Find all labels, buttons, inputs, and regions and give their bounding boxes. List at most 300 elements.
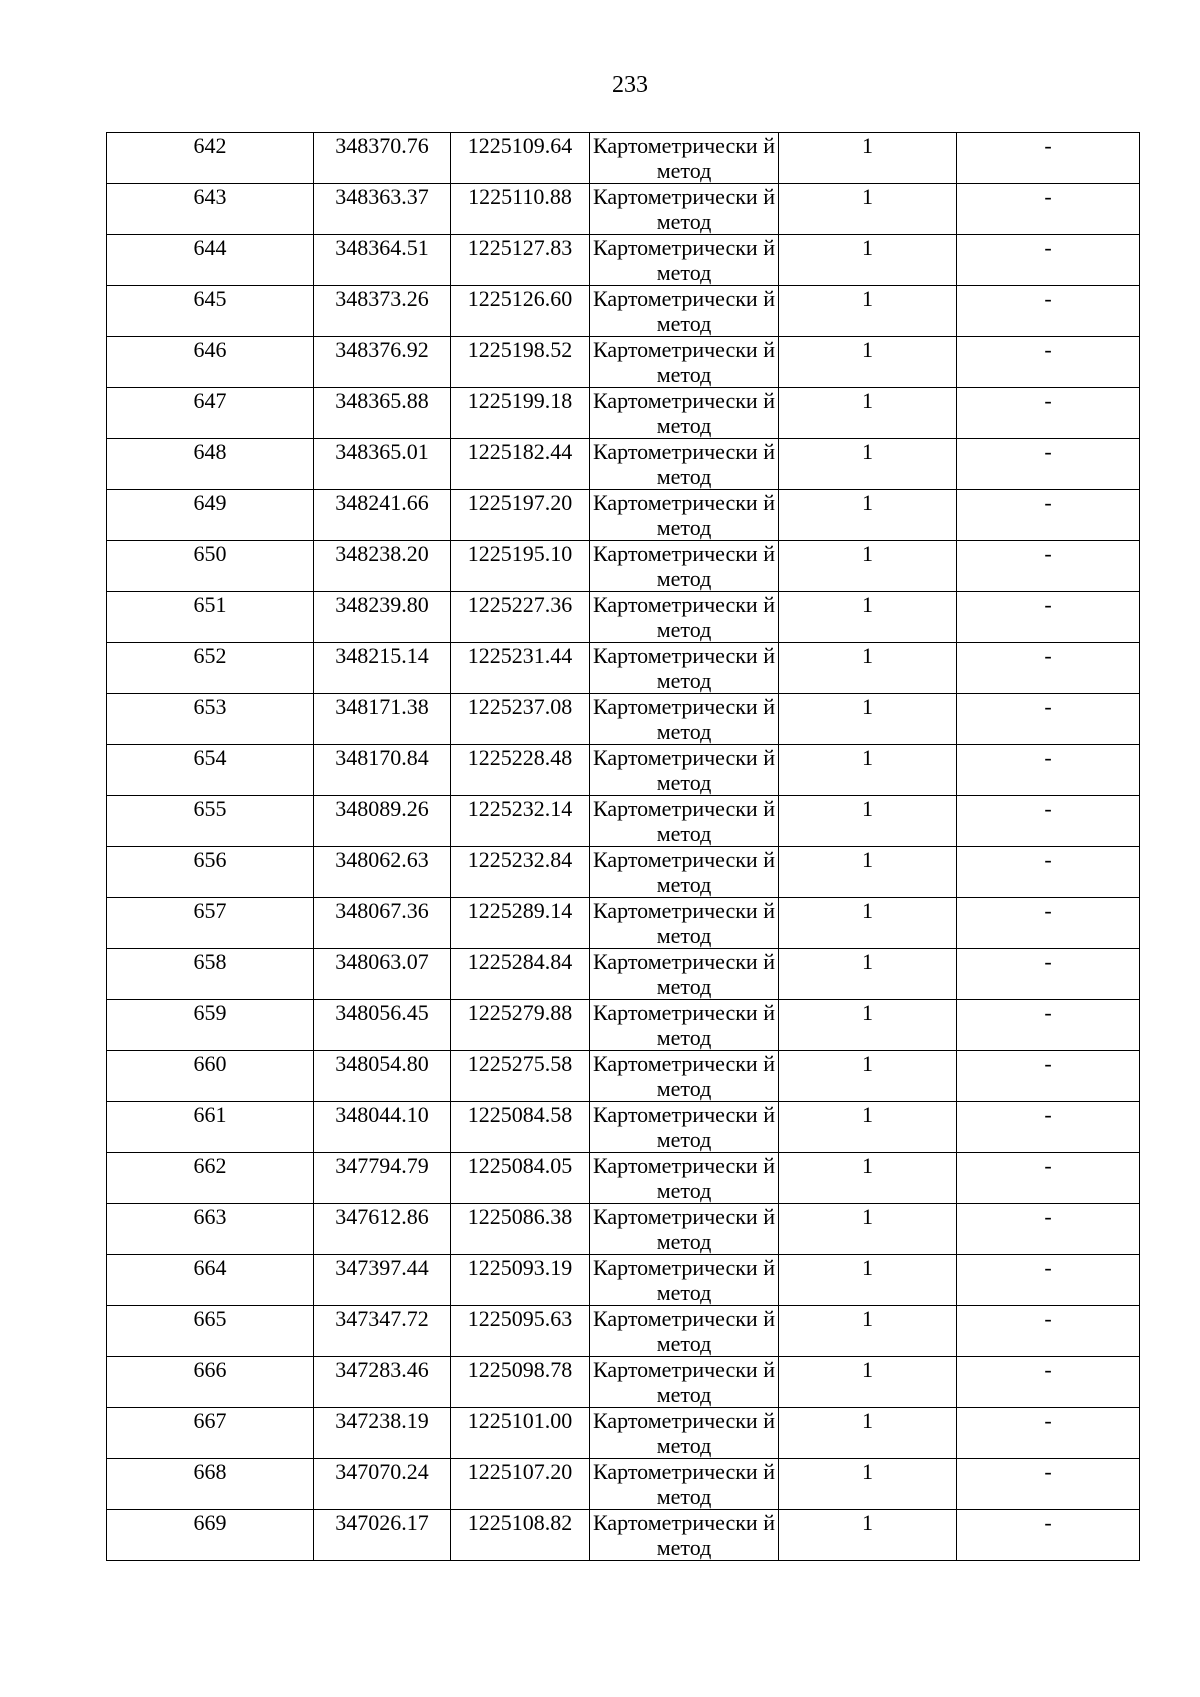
table-row — [107, 1000, 1140, 1051]
x-coordinate-cell-text: 348239.80 — [335, 592, 429, 617]
method-cell-text: Картометрически й метод — [593, 286, 775, 336]
method-cell-text: Картометрически й метод — [593, 592, 775, 642]
description-cell — [957, 949, 1140, 1000]
x-coordinate-cell — [314, 1459, 451, 1510]
accuracy-cell-text: 1 — [862, 694, 873, 719]
point-number-cell — [107, 1153, 314, 1204]
table-row — [107, 1459, 1140, 1510]
point-number-cell-text: 663 — [193, 1204, 227, 1229]
description-cell — [957, 1153, 1140, 1204]
accuracy-cell-text: 1 — [862, 1204, 873, 1229]
y-coordinate-cell-text: 1225284.84 — [467, 949, 573, 974]
accuracy-cell-text: 1 — [862, 235, 873, 260]
accuracy-cell — [779, 592, 957, 643]
description-cell — [957, 898, 1140, 949]
x-coordinate-cell — [314, 694, 451, 745]
x-coordinate-cell-text: 348238.20 — [335, 541, 429, 566]
accuracy-cell — [779, 235, 957, 286]
point-number-cell — [107, 1102, 314, 1153]
point-number-cell — [107, 1408, 314, 1459]
description-cell — [957, 1204, 1140, 1255]
table-row — [107, 439, 1140, 490]
description-cell — [957, 184, 1140, 235]
point-number-cell-text: 655 — [193, 796, 227, 821]
y-coordinate-cell-text: 1225197.20 — [467, 490, 573, 515]
point-number-cell-text: 661 — [193, 1102, 227, 1127]
description-cell — [957, 490, 1140, 541]
description-cell — [957, 1459, 1140, 1510]
description-cell — [957, 541, 1140, 592]
y-coordinate-cell-text: 1225182.44 — [467, 439, 573, 464]
method-cell — [590, 643, 779, 694]
point-number-cell — [107, 592, 314, 643]
y-coordinate-cell — [451, 133, 590, 184]
table-row — [107, 1204, 1140, 1255]
method-cell-text: Картометрически й метод — [593, 796, 775, 846]
y-coordinate-cell — [451, 541, 590, 592]
accuracy-cell — [779, 1357, 957, 1408]
accuracy-cell-text: 1 — [862, 592, 873, 617]
accuracy-cell — [779, 1000, 957, 1051]
method-cell — [590, 1255, 779, 1306]
point-number-cell — [107, 1306, 314, 1357]
accuracy-cell-text: 1 — [862, 388, 873, 413]
method-cell — [590, 1357, 779, 1408]
y-coordinate-cell-text: 1225228.48 — [467, 745, 573, 770]
description-cell-text: - — [1044, 184, 1052, 209]
y-coordinate-cell — [451, 235, 590, 286]
y-coordinate-cell-text: 1225275.58 — [467, 1051, 573, 1076]
y-coordinate-cell-text: 1225084.58 — [467, 1102, 573, 1127]
point-number-cell-text: 667 — [193, 1408, 227, 1433]
table-row — [107, 643, 1140, 694]
x-coordinate-cell — [314, 1204, 451, 1255]
accuracy-cell — [779, 1153, 957, 1204]
x-coordinate-cell — [314, 541, 451, 592]
point-number-cell-text: 642 — [193, 133, 227, 158]
x-coordinate-cell — [314, 1102, 451, 1153]
point-number-cell — [107, 286, 314, 337]
table-row — [107, 1153, 1140, 1204]
accuracy-cell-text: 1 — [862, 184, 873, 209]
y-coordinate-cell — [451, 1102, 590, 1153]
description-cell — [957, 439, 1140, 490]
y-coordinate-cell-text: 1225108.82 — [467, 1510, 573, 1535]
x-coordinate-cell — [314, 337, 451, 388]
x-coordinate-cell-text: 347397.44 — [335, 1255, 429, 1280]
description-cell-text: - — [1044, 388, 1052, 413]
table-row — [107, 235, 1140, 286]
accuracy-cell — [779, 1051, 957, 1102]
method-cell — [590, 1306, 779, 1357]
point-number-cell — [107, 541, 314, 592]
accuracy-cell — [779, 388, 957, 439]
x-coordinate-cell-text: 347070.24 — [335, 1459, 429, 1484]
y-coordinate-cell — [451, 694, 590, 745]
x-coordinate-cell-text: 348365.01 — [335, 439, 429, 464]
x-coordinate-cell-text: 348063.07 — [335, 949, 429, 974]
method-cell-text: Картометрически й метод — [593, 1408, 775, 1458]
x-coordinate-cell-text: 348364.51 — [335, 235, 429, 260]
point-number-cell-text: 651 — [193, 592, 227, 617]
x-coordinate-cell — [314, 235, 451, 286]
y-coordinate-cell-text: 1225101.00 — [467, 1408, 573, 1433]
point-number-cell — [107, 796, 314, 847]
point-number-cell — [107, 949, 314, 1000]
accuracy-cell-text: 1 — [862, 949, 873, 974]
description-cell-text: - — [1044, 541, 1052, 566]
accuracy-cell-text: 1 — [862, 796, 873, 821]
point-number-cell — [107, 133, 314, 184]
x-coordinate-cell-text: 348241.66 — [335, 490, 429, 515]
point-number-cell — [107, 898, 314, 949]
y-coordinate-cell — [451, 949, 590, 1000]
y-coordinate-cell-text: 1225195.10 — [467, 541, 573, 566]
description-cell — [957, 745, 1140, 796]
accuracy-cell — [779, 796, 957, 847]
table-row — [107, 898, 1140, 949]
point-number-cell — [107, 847, 314, 898]
y-coordinate-cell — [451, 1408, 590, 1459]
description-cell-text: - — [1044, 133, 1052, 158]
accuracy-cell — [779, 184, 957, 235]
point-number-cell-text: 646 — [193, 337, 227, 362]
method-cell — [590, 133, 779, 184]
y-coordinate-cell — [451, 1357, 590, 1408]
method-cell — [590, 1102, 779, 1153]
method-cell — [590, 745, 779, 796]
method-cell — [590, 694, 779, 745]
point-number-cell-text: 652 — [193, 643, 227, 668]
method-cell-text: Картометрически й метод — [593, 1255, 775, 1305]
coordinates-table-body — [107, 133, 1140, 1561]
y-coordinate-cell — [451, 1306, 590, 1357]
point-number-cell — [107, 235, 314, 286]
description-cell-text: - — [1044, 1000, 1052, 1025]
description-cell-text: - — [1044, 847, 1052, 872]
y-coordinate-cell — [451, 286, 590, 337]
page-number: 233 — [612, 72, 648, 98]
y-coordinate-cell — [451, 796, 590, 847]
x-coordinate-cell-text: 348056.45 — [335, 1000, 429, 1025]
accuracy-cell — [779, 745, 957, 796]
table-row — [107, 133, 1140, 184]
method-cell-text: Картометрически й метод — [593, 490, 775, 540]
y-coordinate-cell-text: 1225232.14 — [467, 796, 573, 821]
x-coordinate-cell-text: 348170.84 — [335, 745, 429, 770]
description-cell-text: - — [1044, 286, 1052, 311]
x-coordinate-cell-text: 348171.38 — [335, 694, 429, 719]
x-coordinate-cell-text: 347794.79 — [335, 1153, 429, 1178]
y-coordinate-cell-text: 1225227.36 — [467, 592, 573, 617]
description-cell — [957, 235, 1140, 286]
x-coordinate-cell — [314, 439, 451, 490]
point-number-cell-text: 648 — [193, 439, 227, 464]
description-cell-text: - — [1044, 439, 1052, 464]
accuracy-cell — [779, 541, 957, 592]
point-number-cell — [107, 1255, 314, 1306]
accuracy-cell — [779, 1204, 957, 1255]
x-coordinate-cell — [314, 1255, 451, 1306]
table-row — [107, 1255, 1140, 1306]
accuracy-cell-text: 1 — [862, 1000, 873, 1025]
table-row — [107, 847, 1140, 898]
method-cell-text: Картометрически й метод — [593, 643, 775, 693]
x-coordinate-cell-text: 347347.72 — [335, 1306, 429, 1331]
x-coordinate-cell — [314, 184, 451, 235]
description-cell — [957, 796, 1140, 847]
point-number-cell-text: 647 — [193, 388, 227, 413]
method-cell — [590, 541, 779, 592]
y-coordinate-cell-text: 1225093.19 — [467, 1255, 573, 1280]
description-cell — [957, 1408, 1140, 1459]
coordinates-table — [106, 132, 1140, 1561]
method-cell — [590, 796, 779, 847]
description-cell-text: - — [1044, 643, 1052, 668]
x-coordinate-cell-text: 347612.86 — [335, 1204, 429, 1229]
point-number-cell-text: 658 — [193, 949, 227, 974]
point-number-cell-text: 643 — [193, 184, 227, 209]
y-coordinate-cell — [451, 643, 590, 694]
accuracy-cell — [779, 1408, 957, 1459]
description-cell-text: - — [1044, 1153, 1052, 1178]
y-coordinate-cell-text: 1225232.84 — [467, 847, 573, 872]
x-coordinate-cell-text: 348376.92 — [335, 337, 429, 362]
y-coordinate-cell-text: 1225289.14 — [467, 898, 573, 923]
accuracy-cell-text: 1 — [862, 745, 873, 770]
description-cell-text: - — [1044, 337, 1052, 362]
point-number-cell — [107, 1459, 314, 1510]
x-coordinate-cell — [314, 133, 451, 184]
point-number-cell-text: 659 — [193, 1000, 227, 1025]
method-cell-text: Картометрически й метод — [593, 1306, 775, 1356]
x-coordinate-cell — [314, 1408, 451, 1459]
y-coordinate-cell-text: 1225084.05 — [467, 1153, 573, 1178]
accuracy-cell-text: 1 — [862, 1051, 873, 1076]
description-cell-text: - — [1044, 1102, 1052, 1127]
x-coordinate-cell-text: 347026.17 — [335, 1510, 429, 1535]
x-coordinate-cell — [314, 898, 451, 949]
y-coordinate-cell-text: 1225098.78 — [467, 1357, 573, 1382]
point-number-cell — [107, 439, 314, 490]
accuracy-cell-text: 1 — [862, 1153, 873, 1178]
x-coordinate-cell — [314, 490, 451, 541]
method-cell-text: Картометрически й метод — [593, 184, 775, 234]
accuracy-cell — [779, 1255, 957, 1306]
point-number-cell — [107, 1357, 314, 1408]
method-cell-text: Картометрически й метод — [593, 337, 775, 387]
table-row — [107, 388, 1140, 439]
y-coordinate-cell — [451, 1153, 590, 1204]
description-cell — [957, 388, 1140, 439]
point-number-cell-text: 660 — [193, 1051, 227, 1076]
method-cell — [590, 388, 779, 439]
method-cell — [590, 490, 779, 541]
x-coordinate-cell — [314, 1306, 451, 1357]
description-cell-text: - — [1044, 1204, 1052, 1229]
x-coordinate-cell-text: 347238.19 — [335, 1408, 429, 1433]
y-coordinate-cell-text: 1225198.52 — [467, 337, 573, 362]
method-cell-text: Картометрически й метод — [593, 1510, 775, 1560]
description-cell-text: - — [1044, 235, 1052, 260]
description-cell-text: - — [1044, 745, 1052, 770]
method-cell-text: Картометрически й метод — [593, 847, 775, 897]
method-cell — [590, 1510, 779, 1561]
method-cell-text: Картометрически й метод — [593, 694, 775, 744]
accuracy-cell-text: 1 — [862, 490, 873, 515]
description-cell-text: - — [1044, 1408, 1052, 1433]
description-cell-text: - — [1044, 490, 1052, 515]
table-row — [107, 745, 1140, 796]
x-coordinate-cell-text: 348363.37 — [335, 184, 429, 209]
accuracy-cell-text: 1 — [862, 439, 873, 464]
x-coordinate-cell — [314, 1000, 451, 1051]
accuracy-cell-text: 1 — [862, 1357, 873, 1382]
method-cell — [590, 1000, 779, 1051]
description-cell-text: - — [1044, 1510, 1052, 1535]
description-cell — [957, 694, 1140, 745]
table-row — [107, 796, 1140, 847]
x-coordinate-cell — [314, 847, 451, 898]
description-cell-text: - — [1044, 592, 1052, 617]
accuracy-cell-text: 1 — [862, 1510, 873, 1535]
point-number-cell-text: 649 — [193, 490, 227, 515]
point-number-cell-text: 656 — [193, 847, 227, 872]
description-cell — [957, 847, 1140, 898]
y-coordinate-cell — [451, 1051, 590, 1102]
x-coordinate-cell-text: 348370.76 — [335, 133, 429, 158]
table-row — [107, 1510, 1140, 1561]
method-cell — [590, 184, 779, 235]
table-row — [107, 286, 1140, 337]
x-coordinate-cell — [314, 1357, 451, 1408]
point-number-cell-text: 664 — [193, 1255, 227, 1280]
y-coordinate-cell — [451, 439, 590, 490]
description-cell — [957, 133, 1140, 184]
method-cell — [590, 1408, 779, 1459]
method-cell — [590, 1153, 779, 1204]
point-number-cell — [107, 388, 314, 439]
x-coordinate-cell — [314, 286, 451, 337]
accuracy-cell-text: 1 — [862, 643, 873, 668]
accuracy-cell-text: 1 — [862, 1306, 873, 1331]
point-number-cell-text: 665 — [193, 1306, 227, 1331]
y-coordinate-cell — [451, 1204, 590, 1255]
accuracy-cell-text: 1 — [862, 1102, 873, 1127]
description-cell — [957, 337, 1140, 388]
method-cell — [590, 439, 779, 490]
x-coordinate-cell-text: 348062.63 — [335, 847, 429, 872]
accuracy-cell — [779, 643, 957, 694]
x-coordinate-cell-text: 347283.46 — [335, 1357, 429, 1382]
accuracy-cell-text: 1 — [862, 1255, 873, 1280]
y-coordinate-cell-text: 1225126.60 — [467, 286, 573, 311]
method-cell-text: Картометрически й метод — [593, 1459, 775, 1509]
y-coordinate-cell-text: 1225231.44 — [467, 643, 573, 668]
method-cell — [590, 286, 779, 337]
accuracy-cell — [779, 1459, 957, 1510]
y-coordinate-cell — [451, 898, 590, 949]
y-coordinate-cell-text: 1225110.88 — [468, 184, 572, 209]
point-number-cell — [107, 745, 314, 796]
accuracy-cell-text: 1 — [862, 133, 873, 158]
method-cell-text: Картометрически й метод — [593, 1051, 775, 1101]
accuracy-cell — [779, 949, 957, 1000]
y-coordinate-cell — [451, 337, 590, 388]
x-coordinate-cell — [314, 1153, 451, 1204]
description-cell-text: - — [1044, 694, 1052, 719]
accuracy-cell — [779, 1102, 957, 1153]
description-cell-text: - — [1044, 1255, 1052, 1280]
accuracy-cell — [779, 847, 957, 898]
method-cell — [590, 337, 779, 388]
y-coordinate-cell — [451, 1459, 590, 1510]
point-number-cell — [107, 337, 314, 388]
y-coordinate-cell — [451, 388, 590, 439]
method-cell-text: Картометрически й метод — [593, 133, 775, 183]
description-cell — [957, 1102, 1140, 1153]
point-number-cell — [107, 643, 314, 694]
accuracy-cell-text: 1 — [862, 898, 873, 923]
table-row — [107, 592, 1140, 643]
method-cell — [590, 1204, 779, 1255]
y-coordinate-cell — [451, 184, 590, 235]
method-cell-text: Картометрически й метод — [593, 898, 775, 948]
point-number-cell — [107, 694, 314, 745]
accuracy-cell-text: 1 — [862, 1459, 873, 1484]
x-coordinate-cell — [314, 745, 451, 796]
method-cell-text: Картометрически й метод — [593, 949, 775, 999]
y-coordinate-cell-text: 1225237.08 — [467, 694, 573, 719]
description-cell — [957, 1306, 1140, 1357]
table-row — [107, 1051, 1140, 1102]
point-number-cell-text: 662 — [193, 1153, 227, 1178]
description-cell — [957, 1357, 1140, 1408]
point-number-cell — [107, 1000, 314, 1051]
description-cell-text: - — [1044, 796, 1052, 821]
description-cell-text: - — [1044, 1459, 1052, 1484]
point-number-cell-text: 645 — [193, 286, 227, 311]
description-cell — [957, 1510, 1140, 1561]
point-number-cell — [107, 1510, 314, 1561]
method-cell-text: Картометрически й метод — [593, 745, 775, 795]
y-coordinate-cell-text: 1225127.83 — [467, 235, 573, 260]
y-coordinate-cell-text: 1225279.88 — [467, 1000, 573, 1025]
y-coordinate-cell — [451, 1255, 590, 1306]
accuracy-cell — [779, 694, 957, 745]
method-cell — [590, 592, 779, 643]
accuracy-cell — [779, 1306, 957, 1357]
method-cell-text: Картометрически й метод — [593, 439, 775, 489]
y-coordinate-cell-text: 1225199.18 — [467, 388, 573, 413]
method-cell — [590, 1051, 779, 1102]
point-number-cell — [107, 184, 314, 235]
accuracy-cell-text: 1 — [862, 847, 873, 872]
method-cell-text: Картометрически й метод — [593, 388, 775, 438]
accuracy-cell — [779, 1510, 957, 1561]
accuracy-cell — [779, 490, 957, 541]
point-number-cell — [107, 1204, 314, 1255]
table-row — [107, 1306, 1140, 1357]
x-coordinate-cell-text: 348044.10 — [335, 1102, 429, 1127]
x-coordinate-cell — [314, 388, 451, 439]
method-cell-text: Картометрически й метод — [593, 541, 775, 591]
table-row — [107, 694, 1140, 745]
y-coordinate-cell — [451, 1510, 590, 1561]
table-row — [107, 184, 1140, 235]
description-cell-text: - — [1044, 1306, 1052, 1331]
method-cell-text: Картометрически й метод — [593, 1357, 775, 1407]
